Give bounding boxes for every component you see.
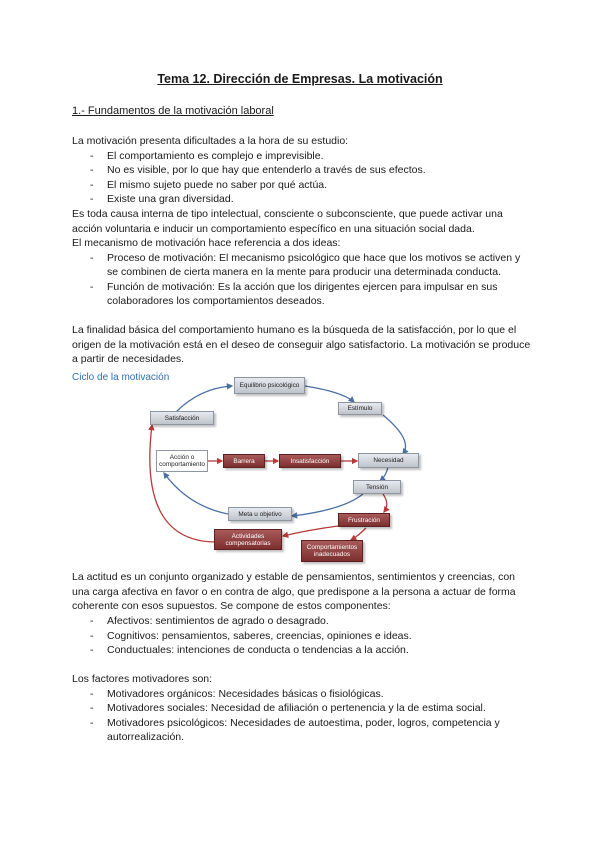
list-item: - El mismo sujeto puede no saber por qué actúa.: [72, 178, 532, 193]
list-item: - Existe una gran diversidad.: [72, 192, 532, 207]
finality-paragraph: La finalidad básica del comportamiento humano es la búsqueda de la satisfacción, por lo que el origen de la motivación está en el deseo de conseguir algo satisfactorio. La motivación se produce a partir de necesidades.: [72, 324, 531, 366]
node-actividades: Actividades compensatorias: [214, 529, 282, 550]
list-item: - Motivadores orgánicos: Necesidades básicas o fisiológicas.: [72, 687, 532, 702]
mechanism-intro: El mecanismo de motivación hace referencia a dos ideas:: [72, 237, 341, 249]
difficulties-list: [72, 149, 532, 207]
list-item: - No es visible, por lo que hay que entenderlo a través de sus efectos.: [72, 163, 532, 178]
page-title: Tema 12. Dirección de Empresas. La motivación: [157, 72, 443, 86]
list-item: - Proceso de motivación: El mecanismo psicológico que hace que los motivos se activen y se combinen de cierta manera en la mente para producir una determinada conducta.: [72, 251, 532, 280]
list-item: - Función de motivación: Es la acción que los dirigentes ejercen para impulsar en sus colaboradores los comportamientos deseados.: [72, 280, 532, 309]
list-item: - El comportamiento es complejo e imprevisible.: [72, 149, 532, 164]
node-tension: Tensión: [353, 480, 401, 494]
list-item: - Cognitivos: pensamientos, saberes, creencias, opiniones e ideas.: [72, 629, 532, 644]
arrow-frustracion-actividades: [283, 526, 338, 536]
diagram-title: Ciclo de la motivación: [72, 372, 170, 383]
factors-list: [72, 687, 532, 745]
definition-paragraph: Es toda causa interna de tipo intelectual, consciente o subconsciente, que puede activar una acción voluntaria e inducir un comportamiento específico en una situación social dada.: [72, 208, 503, 235]
list-item: - Conductuales: intenciones de conducta o tendencias a la acción.: [72, 643, 532, 658]
factors-intro: Los factores motivadores son:: [72, 673, 213, 685]
node-estimulo: Estímulo: [338, 402, 382, 415]
list-item: - Motivadores psicológicos: Necesidades de autoestima, poder, logros, competencia y autorrealización.: [72, 716, 532, 745]
arrow-equilibrio-estimulo: [305, 386, 354, 402]
list-item: - Afectivos: sentimientos de agrado o desagrado.: [72, 614, 532, 629]
section-heading: 1.- Fundamentos de la motivación laboral: [72, 105, 274, 117]
arrow-actividades-satisfaccion: [150, 425, 214, 542]
node-comportamientos: Comportamientos inadecuados: [301, 540, 363, 562]
attitude-components-list: [72, 614, 532, 658]
arrow-tension-frustracion: [383, 494, 387, 512]
list-item: - Motivadores sociales: Necesidad de afiliación o pertenencia y la de estima social.: [72, 701, 532, 716]
arrow-necesidad-tension: [380, 467, 388, 481]
arrow-satisfaccion-equilibrio: [176, 386, 232, 412]
node-equilibrio: Equilibrio psicológico: [234, 377, 305, 394]
node-accion: Acción o comportamiento: [156, 450, 208, 472]
node-insatisfaccion: Insatisfacción: [279, 454, 341, 468]
node-frustracion: Frustración: [338, 513, 390, 527]
arrow-meta-accion: [164, 473, 228, 514]
arrow-frustracion-comportamientos: [351, 528, 366, 540]
intro-paragraph: La motivación presenta dificultades a la hora de su estudio:: [72, 135, 349, 147]
node-necesidad: Necesidad: [358, 453, 419, 468]
node-meta: Meta u objetivo: [228, 507, 292, 521]
node-satisfaccion: Satisfacción: [150, 411, 214, 425]
motivation-cycle-diagram: [68, 370, 420, 568]
node-barrera: Barrera: [223, 454, 265, 468]
arrow-estimulo-necesidad: [383, 415, 406, 454]
attitude-paragraph: La actitud es un conjunto organizado y estable de pensamientos, sentimientos y creencias, con una carga afectiva en favor o en contra de algo, que predispone a la persona a actuar de forma coherente con esos supuestos. Se compone de estos componentes:: [72, 571, 516, 613]
mechanism-list: [72, 251, 532, 309]
